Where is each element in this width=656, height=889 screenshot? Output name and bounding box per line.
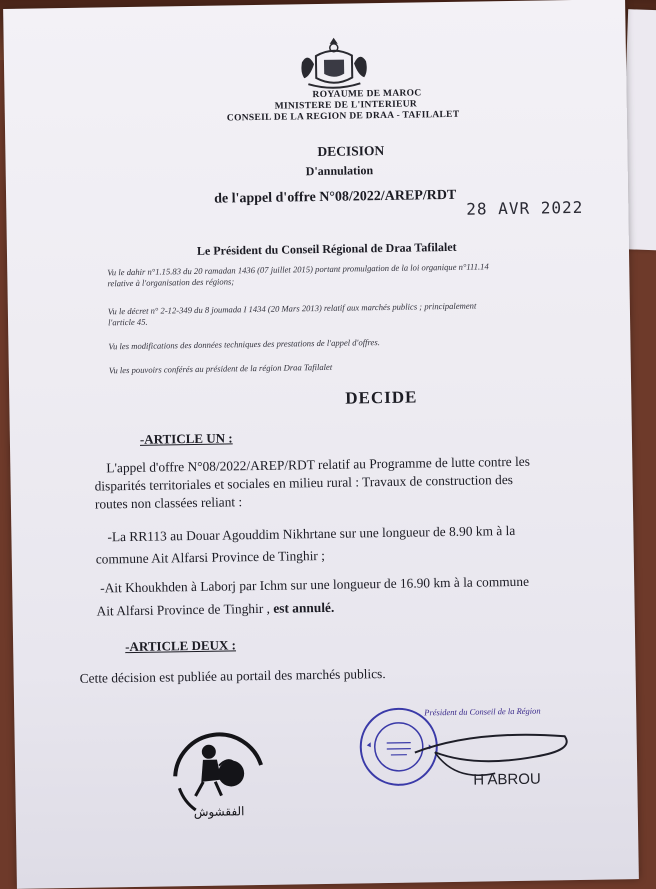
decide-heading: DECIDE (345, 387, 418, 408)
signatory-title: Président du Conseil de la Région (424, 705, 541, 718)
annulation-subtitle: D'annulation (305, 163, 374, 179)
header-kingdom: ROYAUME DE MAROC (312, 88, 422, 101)
article-un-road-1-continued: commune Ait Alfarsi Province de Tinghir ; (95, 547, 325, 567)
date-stamp: 28 AVR 2022 (466, 197, 584, 219)
signatory-name: H ABROU (473, 770, 541, 789)
visa-decret-continued: l'article 45. (107, 316, 148, 328)
visa-decret: Vu le décret n° 2-12-349 du 8 joumada I 1434 (20 Mars 2013) relatif aux marchés publics ; principalement (107, 300, 477, 317)
visa-dahir: Vu le dahir n°1.15.83 du 20 ramadan 1436 (07 juillet 2015) portant promulgation de la loi organique n°111.14 (107, 261, 489, 278)
article-un-line: disparités territoriales et sociales en milieu rural : Travaux de construction des (94, 471, 514, 494)
article-un-commune-text: Ait Alfarsi Province de Tinghir , (96, 600, 274, 619)
visa-dahir-continued: relative à l'organisation des régions; (107, 276, 235, 289)
article-un-heading: -ARTICLE UN : (139, 430, 233, 447)
handwritten-signature (374, 710, 595, 803)
article-un-line: routes non classées reliant : (94, 494, 243, 512)
article-un-road-2-continued (96, 600, 334, 620)
article-deux-text: Cette décision est publiée au portail des marchés publics. (79, 666, 386, 686)
logo-arabic-text: الفقشوش (193, 804, 245, 820)
moroccan-coat-of-arms-emblem (294, 33, 375, 92)
tender-reference: de l'appel d'offre N°08/2022/AREP/RDT (214, 187, 457, 207)
annulled-statement: est annulé. (273, 599, 335, 616)
header-council: CONSEIL DE LA REGION DE DRAA - TAFILALET (226, 109, 460, 124)
header-ministry: MINISTERE DE L'INTERIEUR (274, 99, 418, 112)
president-line: Le Président du Conseil Régional de Draa Tafilalet (196, 239, 457, 258)
decision-title: DECISION (317, 142, 385, 160)
visa-pouvoirs: Vu les pouvoirs conférés au président de la région Draa Tafilalet (108, 361, 333, 376)
article-deux-heading: -ARTICLE DEUX : (125, 637, 237, 655)
article-un-line: L'appel d'offre N°08/2022/AREP/RDT relatif au Programme de lutte contre les (106, 453, 530, 476)
visa-modifications: Vu les modifications des données techniques des prestations de l'appel d'offres. (108, 337, 380, 352)
article-un-road-1: -La RR113 au Douar Agouddim Nikhrtane sur une longueur de 8.90 km à la (107, 522, 516, 545)
arabic-logo-watermark (164, 717, 272, 825)
article-un-road-2: -Ait Khoukhden à Laborj par Ichm sur une longueur de 16.90 km à la commune (100, 573, 530, 596)
document-page (3, 0, 639, 889)
